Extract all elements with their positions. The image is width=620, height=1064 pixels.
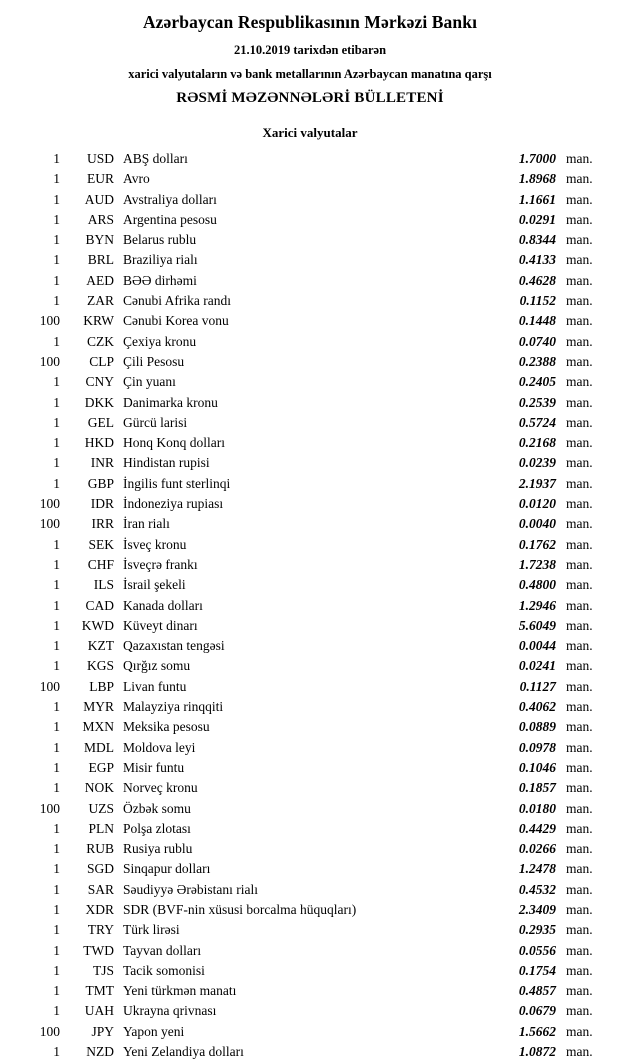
- currency-amount: 1: [53, 211, 60, 227]
- currency-code: MYR: [83, 699, 114, 715]
- table-row: [14, 334, 606, 354]
- currency-name: BƏƏ dirhəmi: [123, 272, 197, 288]
- currency-rates-table: [14, 151, 606, 1064]
- document-subtitle: xarici valyutaların və bank metallarının Azərbaycan manatına qarşı: [128, 67, 492, 81]
- currency-code: JPY: [91, 1023, 114, 1039]
- table-row: [14, 476, 606, 496]
- table-row: [14, 740, 606, 760]
- currency-unit: man.: [566, 496, 593, 512]
- table-row: [14, 719, 606, 739]
- table-row: [14, 395, 606, 415]
- currency-unit: man.: [566, 597, 593, 613]
- currency-rate: 1.5662: [518, 1023, 556, 1039]
- currency-unit: man.: [566, 1003, 593, 1019]
- currency-unit: man.: [566, 638, 593, 654]
- currency-code: BYN: [85, 232, 114, 248]
- currency-amount: 1: [53, 983, 60, 999]
- table-row: [14, 922, 606, 942]
- table-row: [14, 415, 606, 435]
- currency-code: IDR: [90, 496, 114, 512]
- currency-unit: man.: [566, 577, 593, 593]
- currency-name: Ukrayna qrivnası: [123, 1003, 217, 1019]
- currency-name: İsrail şekeli: [123, 577, 186, 593]
- currency-rate: 1.7238: [518, 556, 556, 572]
- currency-amount: 100: [39, 1023, 60, 1039]
- currency-amount: 1: [53, 272, 60, 288]
- currency-code: AUD: [84, 191, 114, 207]
- currency-code: ZAR: [87, 293, 114, 309]
- table-row: [14, 821, 606, 841]
- currency-amount: 1: [53, 435, 60, 451]
- currency-amount: 1: [53, 151, 60, 166]
- table-row: [14, 841, 606, 861]
- currency-code: XDR: [85, 901, 114, 917]
- currency-code: AED: [86, 272, 114, 288]
- currency-amount: 1: [53, 232, 60, 248]
- table-row: [14, 699, 606, 719]
- currency-name: Belarus rublu: [123, 232, 197, 248]
- currency-rate: 0.2405: [518, 374, 556, 390]
- currency-name: Rusiya rublu: [123, 841, 193, 857]
- table-row: [14, 618, 606, 638]
- currency-rate: 0.0241: [518, 658, 556, 674]
- currency-name: Gürcü larisi: [123, 414, 188, 430]
- currency-amount: 1: [53, 171, 60, 187]
- currency-name: Hindistan rupisi: [123, 455, 210, 471]
- currency-name: Avstraliya dolları: [123, 191, 217, 207]
- currency-name: Malayziya rinqqiti: [123, 699, 224, 715]
- document-header: [14, 12, 606, 107]
- currency-code: USD: [86, 151, 114, 166]
- currency-name: Özbək somu: [123, 800, 191, 816]
- currency-unit: man.: [566, 658, 593, 674]
- currency-rate: 0.2935: [518, 922, 556, 938]
- currency-name: Honq Konq dolları: [123, 435, 225, 451]
- table-row: [14, 354, 606, 374]
- currency-rates-body: [14, 151, 606, 1064]
- table-row: [14, 760, 606, 780]
- table-row: [14, 192, 606, 212]
- currency-amount: 1: [53, 374, 60, 390]
- table-row: [14, 861, 606, 881]
- currency-code: CLP: [89, 353, 114, 369]
- currency-amount: 1: [53, 699, 60, 715]
- currency-unit: man.: [566, 922, 593, 938]
- currency-name: Polşa zlotası: [123, 820, 191, 836]
- currency-code: SGD: [86, 861, 114, 877]
- currency-code: CHF: [87, 556, 114, 572]
- currency-unit: man.: [566, 151, 593, 166]
- currency-rate: 0.1448: [518, 313, 556, 329]
- currency-code: NOK: [84, 780, 114, 796]
- currency-unit: man.: [566, 1023, 593, 1039]
- currency-unit: man.: [566, 861, 593, 877]
- currency-name: Çili Pesosu: [123, 353, 185, 369]
- currency-code: MXN: [82, 719, 114, 735]
- currency-amount: 1: [53, 597, 60, 613]
- currency-unit: man.: [566, 455, 593, 471]
- currency-name: Qazaxıstan tengəsi: [123, 638, 225, 654]
- currency-amount: 100: [39, 496, 60, 512]
- currency-rate: 0.1754: [518, 962, 556, 978]
- currency-rate: 0.1762: [518, 536, 556, 552]
- currency-code: GBP: [87, 475, 114, 491]
- currency-code: KWD: [81, 617, 114, 633]
- table-row: [14, 293, 606, 313]
- currency-amount: 1: [53, 841, 60, 857]
- currency-name: İndoneziya rupiası: [123, 496, 224, 512]
- currency-rate: 0.1046: [518, 759, 556, 775]
- currency-code: UAH: [84, 1003, 114, 1019]
- currency-rate: 0.0239: [518, 455, 556, 471]
- table-row: [14, 577, 606, 597]
- currency-unit: man.: [566, 353, 593, 369]
- currency-code: TMT: [85, 983, 114, 999]
- currency-amount: 100: [39, 678, 60, 694]
- currency-amount: 1: [53, 1003, 60, 1019]
- currency-unit: man.: [566, 313, 593, 329]
- currency-amount: 100: [39, 353, 60, 369]
- currency-unit: man.: [566, 881, 593, 897]
- currency-amount: 100: [39, 800, 60, 816]
- currency-unit: man.: [566, 394, 593, 410]
- currency-rate: 0.4628: [518, 272, 556, 288]
- table-row: [14, 943, 606, 963]
- currency-amount: 1: [53, 191, 60, 207]
- currency-unit: man.: [566, 293, 593, 309]
- currency-rate: 1.2946: [518, 597, 556, 613]
- currency-rate: 0.0291: [518, 211, 556, 227]
- currency-rate: 0.4429: [518, 820, 556, 836]
- currency-amount: 1: [53, 455, 60, 471]
- effective-date-line: 21.10.2019 tarixdən etibarən: [233, 43, 387, 57]
- currency-rate: 5.6049: [518, 617, 556, 633]
- currency-rate: 0.4062: [518, 699, 556, 715]
- table-row: [14, 658, 606, 678]
- table-row: [14, 232, 606, 252]
- currency-amount: 1: [53, 577, 60, 593]
- table-row: [14, 537, 606, 557]
- currency-amount: 1: [53, 333, 60, 349]
- currency-rate: 0.0740: [518, 333, 556, 349]
- currency-unit: man.: [566, 983, 593, 999]
- currency-name: Meksika pesosu: [123, 719, 210, 735]
- table-row: [14, 1044, 606, 1064]
- currency-unit: man.: [566, 739, 593, 755]
- currency-code: EGP: [88, 759, 114, 775]
- currency-unit: man.: [566, 475, 593, 491]
- currency-unit: man.: [566, 333, 593, 349]
- currency-unit: man.: [566, 211, 593, 227]
- currency-name: İsveçrə frankı: [123, 556, 198, 572]
- currency-unit: man.: [566, 617, 593, 633]
- currency-code: ARS: [87, 211, 114, 227]
- currency-code: SEK: [88, 536, 114, 552]
- table-row: [14, 151, 606, 171]
- currency-rate: 0.0889: [518, 719, 556, 735]
- currency-rate: 0.0120: [518, 496, 556, 512]
- currency-name: Cənubi Korea vonu: [123, 313, 229, 329]
- currency-name: Misir funtu: [123, 759, 185, 775]
- currency-code: RUB: [86, 841, 114, 857]
- currency-code: DKK: [84, 394, 114, 410]
- currency-code: TJS: [92, 962, 114, 978]
- currency-name: Qırğız somu: [123, 658, 191, 674]
- currency-rate: 0.4800: [518, 577, 556, 593]
- currency-rate: 0.0180: [518, 800, 556, 816]
- table-row: [14, 598, 606, 618]
- table-row: [14, 780, 606, 800]
- currency-amount: 1: [53, 475, 60, 491]
- currency-amount: 1: [53, 394, 60, 410]
- currency-amount: 100: [39, 516, 60, 532]
- currency-name: Tayvan dolları: [123, 942, 202, 958]
- currency-rate: 0.4133: [518, 252, 556, 268]
- currency-amount: 1: [53, 962, 60, 978]
- currency-unit: man.: [566, 252, 593, 268]
- currency-amount: 1: [53, 252, 60, 268]
- currency-name: SDR (BVF-nin xüsusi borcalma hüquqları): [123, 901, 357, 917]
- currency-amount: 1: [53, 820, 60, 836]
- table-row: [14, 374, 606, 394]
- currency-rate: 0.5724: [518, 414, 556, 430]
- currency-amount: 1: [53, 901, 60, 917]
- currency-code: HKD: [84, 435, 114, 451]
- table-row: [14, 679, 606, 699]
- currency-unit: man.: [566, 536, 593, 552]
- currency-code: SAR: [87, 881, 114, 897]
- currency-code: ILS: [93, 577, 114, 593]
- currency-amount: 1: [53, 658, 60, 674]
- currency-rate: 0.0266: [518, 841, 556, 857]
- currency-name: Yeni türkmən manatı: [123, 983, 237, 999]
- currency-code: MDL: [84, 739, 114, 755]
- currency-rate: 0.0679: [518, 1003, 556, 1019]
- currency-code: CNY: [85, 374, 114, 390]
- currency-name: Səudiyyə Ərəbistanı rialı: [123, 881, 258, 897]
- currency-code: CAD: [85, 597, 114, 613]
- currency-name: Norveç kronu: [123, 780, 198, 796]
- currency-name: Çexiya kronu: [123, 333, 197, 349]
- currency-code: GEL: [87, 414, 114, 430]
- currency-name: Braziliya rialı: [123, 252, 198, 268]
- currency-rate: 0.0040: [518, 516, 556, 532]
- table-row: [14, 557, 606, 577]
- currency-code: NZD: [86, 1044, 114, 1060]
- currency-unit: man.: [566, 171, 593, 187]
- currency-rate: 2.1937: [518, 475, 556, 491]
- section-title-foreign-currencies: Xarici valyutalar: [262, 125, 358, 140]
- currency-code: KGS: [86, 658, 114, 674]
- currency-name: Livan funtu: [123, 678, 187, 694]
- currency-code: KRW: [83, 313, 114, 329]
- currency-amount: 1: [53, 556, 60, 572]
- currency-unit: man.: [566, 232, 593, 248]
- table-row: [14, 171, 606, 191]
- currency-unit: man.: [566, 841, 593, 857]
- currency-unit: man.: [566, 556, 593, 572]
- currency-name: Tacik somonisi: [123, 962, 205, 978]
- currency-rate: 0.2168: [518, 435, 556, 451]
- currency-amount: 1: [53, 536, 60, 552]
- currency-amount: 1: [53, 1044, 60, 1060]
- currency-code: IRR: [91, 516, 114, 532]
- currency-unit: man.: [566, 942, 593, 958]
- table-row: [14, 983, 606, 1003]
- currency-name: ABŞ dolları: [123, 151, 188, 166]
- currency-name: İran rialı: [123, 516, 170, 532]
- currency-unit: man.: [566, 678, 593, 694]
- table-row: [14, 638, 606, 658]
- table-row: [14, 496, 606, 516]
- table-row: [14, 882, 606, 902]
- currency-rate: 0.1152: [519, 293, 556, 309]
- currency-unit: man.: [566, 272, 593, 288]
- currency-rate: 0.1857: [518, 780, 556, 796]
- bank-title: Azərbaycan Respublikasının Mərkəzi Bankı: [142, 12, 478, 32]
- currency-rate: 1.8968: [518, 171, 556, 187]
- currency-name: Küveyt dinarı: [123, 617, 198, 633]
- table-row: [14, 801, 606, 821]
- currency-name: Türk lirəsi: [123, 922, 180, 938]
- currency-amount: 1: [53, 719, 60, 735]
- currency-amount: 1: [53, 759, 60, 775]
- currency-unit: man.: [566, 699, 593, 715]
- currency-code: UZS: [88, 800, 114, 816]
- table-row: [14, 902, 606, 922]
- currency-name: Yapon yeni: [123, 1023, 185, 1039]
- currency-name: Danimarka kronu: [123, 394, 218, 410]
- currency-code: KZT: [87, 638, 114, 654]
- currency-amount: 1: [53, 942, 60, 958]
- currency-rate: 1.0872: [518, 1044, 556, 1060]
- currency-amount: 1: [53, 414, 60, 430]
- currency-code: INR: [90, 455, 114, 471]
- currency-name: İngilis funt sterlinqi: [123, 475, 231, 491]
- currency-name: Argentina pesosu: [123, 211, 217, 227]
- currency-rate: 0.2539: [518, 394, 556, 410]
- table-row: [14, 1024, 606, 1044]
- currency-name: İsveç kronu: [123, 536, 187, 552]
- currency-code: TWD: [83, 942, 114, 958]
- currency-rate: 0.8344: [518, 232, 556, 248]
- currency-unit: man.: [566, 435, 593, 451]
- document-bulletin-title: RƏSMİ MƏZƏNNƏLƏRİ BÜLLETENİ: [176, 90, 444, 106]
- currency-unit: man.: [566, 719, 593, 735]
- table-row: [14, 313, 606, 333]
- currency-unit: man.: [566, 962, 593, 978]
- currency-name: Yeni Zelandiya dolları: [123, 1044, 244, 1060]
- table-row: [14, 1003, 606, 1023]
- currency-code: CZK: [87, 333, 114, 349]
- currency-name: Cənubi Afrika randı: [123, 293, 231, 309]
- currency-rate: 0.0044: [518, 638, 556, 654]
- currency-code: LBP: [89, 678, 114, 694]
- currency-name: Avro: [123, 171, 150, 187]
- currency-unit: man.: [566, 800, 593, 816]
- table-row: [14, 963, 606, 983]
- currency-unit: man.: [566, 414, 593, 430]
- currency-amount: 1: [53, 780, 60, 796]
- currency-code: TRY: [87, 922, 114, 938]
- currency-rate: 0.2388: [518, 353, 556, 369]
- currency-unit: man.: [566, 374, 593, 390]
- currency-rate: 0.0556: [518, 942, 556, 958]
- table-row: [14, 516, 606, 536]
- currency-rate: 1.1661: [518, 191, 556, 207]
- currency-unit: man.: [566, 759, 593, 775]
- currency-amount: 1: [53, 293, 60, 309]
- table-row: [14, 435, 606, 455]
- currency-code: PLN: [88, 820, 114, 836]
- currency-amount: 1: [53, 861, 60, 877]
- currency-amount: 1: [53, 638, 60, 654]
- currency-amount: 100: [39, 313, 60, 329]
- currency-amount: 1: [53, 617, 60, 633]
- currency-code: EUR: [87, 171, 114, 187]
- currency-unit: man.: [566, 820, 593, 836]
- currency-rate: 2.3409: [518, 901, 556, 917]
- currency-amount: 1: [53, 739, 60, 755]
- currency-rate: 1.2478: [518, 861, 556, 877]
- currency-code: BRL: [87, 252, 114, 268]
- currency-rate: 0.4532: [518, 881, 556, 897]
- currency-unit: man.: [566, 780, 593, 796]
- currency-name: Moldova leyi: [123, 739, 196, 755]
- table-row: [14, 212, 606, 232]
- currency-name: Sinqapur dolları: [123, 861, 211, 877]
- currency-unit: man.: [566, 901, 593, 917]
- currency-amount: 1: [53, 922, 60, 938]
- currency-rate: 0.1127: [519, 678, 556, 694]
- currency-rate: 0.4857: [518, 983, 556, 999]
- currency-rate: 1.7000: [518, 151, 556, 166]
- currency-unit: man.: [566, 1044, 593, 1060]
- currency-name: Kanada dolları: [123, 597, 203, 613]
- table-row: [14, 273, 606, 293]
- currency-unit: man.: [566, 516, 593, 532]
- table-row: [14, 455, 606, 475]
- currency-amount: 1: [53, 881, 60, 897]
- currency-unit: man.: [566, 191, 593, 207]
- currency-rate: 0.0978: [518, 739, 556, 755]
- table-row: [14, 252, 606, 272]
- currency-name: Çin yuanı: [123, 374, 176, 390]
